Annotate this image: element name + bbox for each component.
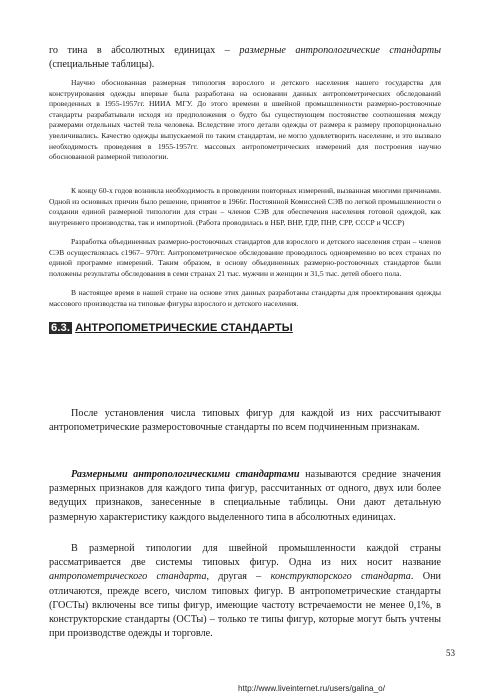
term-constructor-standard: конструкторского стандарта bbox=[270, 571, 411, 583]
p3-text-a: В размерной типологии для швейной промышленности каждой страны рассматривается две системы типовых фигур. Одна из них носит название bbox=[49, 543, 441, 569]
paragraph-history-1: Научно обоснованная размерная типология взрослого и детского населения нашего государства для конструирования одежды впервые была разработана на основании данных антропометрических обследований проведенных в 1955-1957гг. НИИА МГУ. До этого времени в швейной промышленности размерно-ростовочные стандарты разрабатывали исходя из предположения о будто бы существующем постоянстве соотношения между размерами отдельных частей тела человека. Вследствие этого детали одежды от размера к размеру пропорционально увеличивались. Качество одежды выпускаемой по таким стандартам, не могло удовлетворить население, и это вызвало необходимость проведения в 1955-1957гг. массовых антропометрических измерений для построения научно обоснованной размерной типологии. bbox=[49, 78, 441, 162]
section-number: 6.3. bbox=[51, 322, 71, 334]
defined-term: Размерными антропологическими стандартами bbox=[71, 469, 300, 480]
term-anthropometric-standard: антропометрического стандарта bbox=[49, 571, 207, 583]
p3-text-b: , другая – bbox=[206, 571, 271, 583]
footer-url: http://www.liveinternet.ru/users/galina_o/ bbox=[238, 684, 385, 693]
section-title: АНТРОПОМЕТРИЧЕСКИЕ СТАНДАРТЫ bbox=[75, 322, 293, 334]
definition-text: называются средние значения размерных признаков для каждого типа фигур, рассчитанных от одного, двух или более ведущих признаков, занесенные в специальные таблицы. Они дают детальную размерную характеристику каждого выделенного типа в абсолютных единицах. bbox=[49, 469, 441, 523]
continuation-text: го тина в абсолютных единицах – bbox=[49, 45, 240, 56]
continuation-emphasis: размерные антропологические стандарты bbox=[239, 45, 441, 56]
paragraph-history-2: К концу 60-х годов возникла необходимость в проведении повторных измерений, вызванная многими причинами. Одной из основных причин было решение, принятое в 1966г. Постоянной Комиссией СЭВ по легкой промышленности о создании единой размерной типологии для стран – членов СЭВ для обеспечения населения готовой одеждой, как внутреннего производства, так и импортной. (Работа проводилась в НБР, ВНР, ГДР, ПНР, СРР, СССР и ЧССР) bbox=[49, 186, 441, 227]
paragraph-history-4: В настоящее время в нашей стране на основе этих данных разработаны стандарты для проектирования одежды массового производства на типовые фигуры взрослого и детского населения. bbox=[49, 288, 441, 308]
paragraph-main-3 bbox=[49, 542, 441, 641]
p3-text-c: . Они отличаются, прежде всего, числом типовых фигур. В антропометрические стандарты (ГОСТы) включены все типы фигур, имеющие частоту встречаемости не менее 0,1%, в конструкторские стандарты (ОСТы) – только те типы фигур, которые могут быть учтены при производстве одежды и торговле. bbox=[49, 571, 441, 640]
paragraph-main-2 bbox=[49, 468, 441, 525]
continuation-tail: (специальные таблицы). bbox=[49, 59, 155, 71]
section-heading bbox=[49, 322, 293, 334]
paragraph-main-1: После установления числа типовых фигур для каждой из них рассчитывают антропометрические размеростовочные стандарты по всем подчиненным признакам. bbox=[49, 408, 441, 434]
continuation-paragraph bbox=[49, 44, 441, 72]
paragraph-history-3: Разработка объединенных размерно-ростовочных стандартов для взрослого и детского населения стран – членов СЭВ осуществлялась с1967– 970гг. Антропометрическое обследование проводилось одновременно во всех странах по единой программе измерений. Таким образом, в основу объединенных размерно-ростовочных стандартов были положены результаты обследования в семи странах 21 тыс. мужчин и женщин и 31,5 тыс. детей обоего пола. bbox=[49, 237, 441, 278]
page-number: 53 bbox=[446, 648, 455, 658]
